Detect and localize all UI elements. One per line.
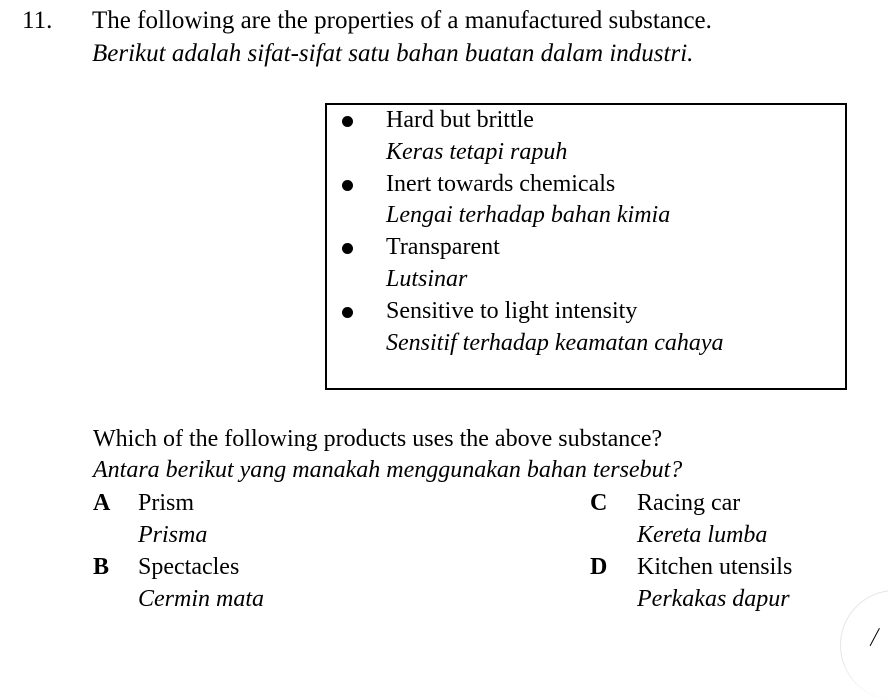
question-text-en: The following are the properties of a manufactured substance. [92, 7, 712, 34]
option-a-ms: Prisma [138, 522, 208, 548]
property-en: Inert towards chemicals [386, 171, 616, 197]
option-b-en: Spectacles [138, 554, 240, 580]
property-ms: Sensitif terhadap keamatan cahaya [386, 330, 724, 356]
bullet-icon [342, 116, 353, 127]
option-b-ms: Cermin mata [138, 586, 264, 612]
page-curl [840, 590, 888, 700]
option-a-en: Prism [138, 490, 195, 516]
prompt-en: Which of the following products uses the above substance? [93, 426, 663, 452]
option-d-ms: Perkakas dapur [637, 586, 790, 612]
property-en: Hard but brittle [386, 107, 534, 133]
option-d-letter: D [590, 554, 608, 580]
bullet-icon [342, 243, 353, 254]
prompt-ms: Antara berikut yang manakah menggunakan bahan tersebut? [93, 457, 683, 483]
bullet-icon [342, 180, 353, 191]
property-en: Sensitive to light intensity [386, 298, 638, 324]
bullet-icon [342, 307, 353, 318]
property-ms: Lutsinar [386, 266, 468, 292]
option-b-letter: B [93, 554, 110, 580]
question-number: 11. [22, 7, 53, 34]
option-c-en: Racing car [637, 490, 741, 516]
option-c-letter: C [590, 490, 608, 516]
property-ms: Lengai terhadap bahan kimia [386, 202, 671, 228]
question-text-ms: Berikut adalah sifat-sifat satu bahan buatan dalam industri. [92, 40, 694, 67]
property-ms: Keras tetapi rapuh [386, 139, 568, 165]
option-c-ms: Kereta lumba [637, 522, 768, 548]
option-d-en: Kitchen utensils [637, 554, 793, 580]
option-a-letter: A [93, 490, 111, 516]
property-en: Transparent [386, 234, 500, 260]
